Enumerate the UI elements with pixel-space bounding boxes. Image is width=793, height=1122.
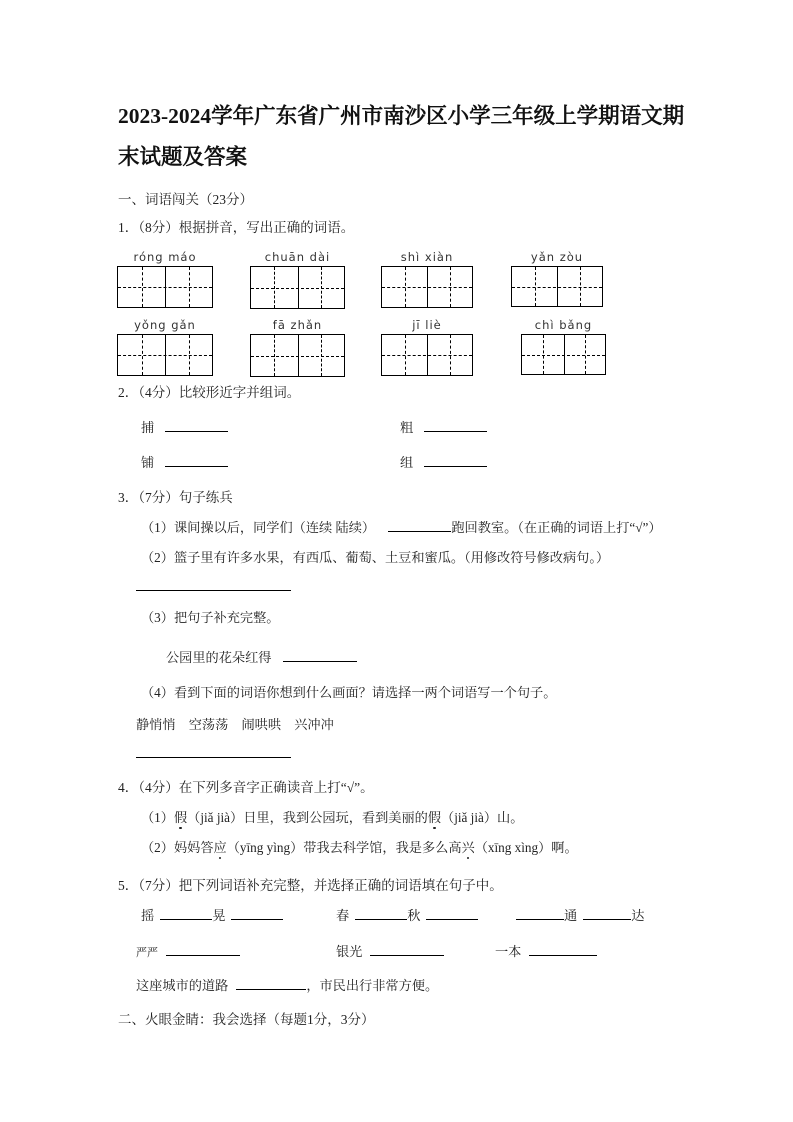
q3-item-1 xyxy=(141,518,662,538)
tianzige-box[interactable] xyxy=(250,334,345,377)
pinyin-grid-yanzou xyxy=(511,250,603,307)
question-5-prompt: 5．（7分）把下列词语补充完整，并选择正确的词语填在句子中。 xyxy=(118,878,503,893)
q3-item-3-sentence-text: 公园里的花朵红得 xyxy=(166,650,272,665)
q3-item-4-answer-line[interactable] xyxy=(136,757,291,758)
q3-item-2-answer-line[interactable] xyxy=(136,590,291,591)
pinyin-label: chuān dài xyxy=(264,250,331,264)
q3-item-3-blank[interactable] xyxy=(283,648,357,662)
q2-row-2-right xyxy=(400,453,487,473)
pinyin-grid-chuandai xyxy=(250,250,345,309)
question-1-prompt: 1．（8分）根据拼音，写出正确的词语。 xyxy=(118,220,355,235)
q3-item-2: （2）篮子里有许多水果，有西瓜、葡萄、土豆和蜜瓜。（用修改符号修改病句。） xyxy=(141,550,610,565)
q2-row-1-right xyxy=(400,418,487,438)
q2-blank[interactable] xyxy=(165,453,228,467)
tianzige-center-line xyxy=(118,355,212,356)
tianzige-center-line xyxy=(251,356,344,357)
q4-emphasis-char-xing: 兴 xyxy=(461,840,475,855)
pinyin-label: yǒng gǎn xyxy=(134,318,196,332)
q5-blank[interactable] xyxy=(583,906,631,920)
pinyin-grid-shixian xyxy=(381,250,473,308)
q5-blank[interactable] xyxy=(370,942,444,956)
tianzige-center-line xyxy=(382,287,472,288)
q5-label-yiben: 一本 xyxy=(495,944,522,959)
q2-blank[interactable] xyxy=(424,453,487,467)
q5-idiom-yanyan xyxy=(136,942,240,963)
q4-emphasis-char-jia-2: 假 xyxy=(427,810,442,825)
q5-char-huang: 晃 xyxy=(212,908,226,923)
q2-char-bu: 捕 xyxy=(141,420,155,435)
tianzige-box[interactable] xyxy=(521,334,606,375)
q5-blank[interactable] xyxy=(426,906,478,920)
pinyin-label: chì bǎng xyxy=(534,318,593,332)
tianzige-center-line xyxy=(512,287,602,288)
q5-char-tong: 通 xyxy=(564,908,578,923)
q5-blank[interactable] xyxy=(160,906,212,920)
q5-sentence-text-b: ，市民出行非常方便。 xyxy=(306,978,439,993)
tianzige-center-line xyxy=(522,355,605,356)
q5-blank[interactable] xyxy=(231,906,283,920)
tianzige-box[interactable] xyxy=(250,266,345,309)
q5-idiom-yaohuang xyxy=(141,906,283,926)
q5-blank[interactable] xyxy=(355,906,407,920)
q4-item-1-text-a: （jiǎ jià）日里，我到公园玩，看到美丽的 xyxy=(187,810,428,825)
q4-item-1-text-b: （jiǎ jià）山。 xyxy=(441,810,524,825)
q3-item-1-text-a: （1）课间操以后，同学们（连续 陆续） xyxy=(141,520,376,535)
q2-row-2-left xyxy=(141,453,228,473)
q5-sentence xyxy=(136,976,438,996)
pinyin-label: shì xiàn xyxy=(400,250,454,264)
q2-char-zu: 组 xyxy=(400,455,414,470)
q5-idiom-tongda xyxy=(516,906,644,926)
q5-blank[interactable] xyxy=(516,906,564,920)
q5-label-yinguang: 银光 xyxy=(336,944,363,959)
pinyin-grid-chibang xyxy=(521,318,606,375)
question-3-prompt: 3．（7分）句子练兵 xyxy=(118,490,233,505)
q2-blank[interactable] xyxy=(424,418,487,432)
tianzige-box[interactable] xyxy=(117,334,213,376)
q5-idiom-chunqiu xyxy=(336,906,478,926)
q4-item-2-text-c: （xīng xìng）啊。 xyxy=(474,840,578,855)
page-title: 2023-2024学年广东省广州市南沙区小学三年级上学期语文期末试题及答案 xyxy=(118,104,685,169)
pinyin-grid-rongmao xyxy=(117,250,213,308)
q4-item-1-index: （1） xyxy=(141,810,174,825)
tianzige-box[interactable] xyxy=(381,334,473,376)
tianzige-center-line xyxy=(118,287,212,288)
q5-sentence-blank[interactable] xyxy=(236,976,306,990)
q2-char-pu: 铺 xyxy=(141,455,155,470)
pinyin-grid-yonggan xyxy=(117,318,213,376)
q3-item-1-text-b: 跑回教室。（在正确的词语上打“√”） xyxy=(451,520,662,535)
q4-emphasis-char-ying: 应 xyxy=(213,840,227,855)
tianzige-box[interactable] xyxy=(117,266,213,308)
tianzige-center-line xyxy=(251,288,344,289)
tianzige-box[interactable] xyxy=(511,266,603,307)
pinyin-grid-fazhan xyxy=(250,318,345,377)
q3-item-1-blank[interactable] xyxy=(388,518,451,532)
pinyin-label: jī liè xyxy=(412,318,442,332)
q4-item-2 xyxy=(141,838,578,858)
question-4-prompt: 4．（4分）在下列多音字正确读音上打“√”。 xyxy=(118,780,374,795)
q4-emphasis-char-jia: 假 xyxy=(173,810,188,825)
q5-blank[interactable] xyxy=(529,942,597,956)
q5-idiom-yiben xyxy=(495,942,597,962)
q2-blank[interactable] xyxy=(165,418,228,432)
pinyin-label: fā zhǎn xyxy=(272,318,323,332)
pinyin-grid-jilie xyxy=(381,318,473,376)
q5-idiom-yinguang xyxy=(336,942,444,962)
q5-char-qiu: 秋 xyxy=(407,908,421,923)
q3-item-3-sentence xyxy=(166,648,357,668)
q5-blank[interactable] xyxy=(166,942,240,956)
tianzige-box[interactable] xyxy=(381,266,473,308)
q4-item-2-text-b: （yīng yìng）带我去科学馆，我是多么高 xyxy=(226,840,462,855)
section-one-heading: 一、词语闯关（23分） xyxy=(118,192,253,207)
q5-sentence-text-a: 这座城市的道路 xyxy=(136,978,229,993)
pinyin-label: yǎn zòu xyxy=(530,250,584,264)
q5-char-da: 达 xyxy=(631,908,645,923)
q5-label-yanyan: 严严 xyxy=(136,947,158,959)
q3-item-4-words: 静悄悄 空荡荡 闹哄哄 兴冲冲 xyxy=(136,717,334,732)
pinyin-label: róng máo xyxy=(133,250,197,264)
section-two-heading: 二、火眼金睛：我会选择（每题1分，3分） xyxy=(118,1012,375,1027)
tianzige-center-line xyxy=(382,355,472,356)
q3-item-4: （4）看到下面的词语你想到什么画面？请选择一两个词语写一个句子。 xyxy=(141,685,557,700)
q4-item-1 xyxy=(141,808,523,828)
question-2-prompt: 2．（4分）比较形近字并组词。 xyxy=(118,385,301,400)
q2-char-cu: 粗 xyxy=(400,420,414,435)
q5-char-chun: 春 xyxy=(336,908,350,923)
q4-item-2-text-a: （2）妈妈答 xyxy=(141,840,214,855)
q3-item-3: （3）把句子补充完整。 xyxy=(141,610,280,625)
q2-row-1-left xyxy=(141,418,228,438)
q5-char-yao: 摇 xyxy=(141,908,155,923)
